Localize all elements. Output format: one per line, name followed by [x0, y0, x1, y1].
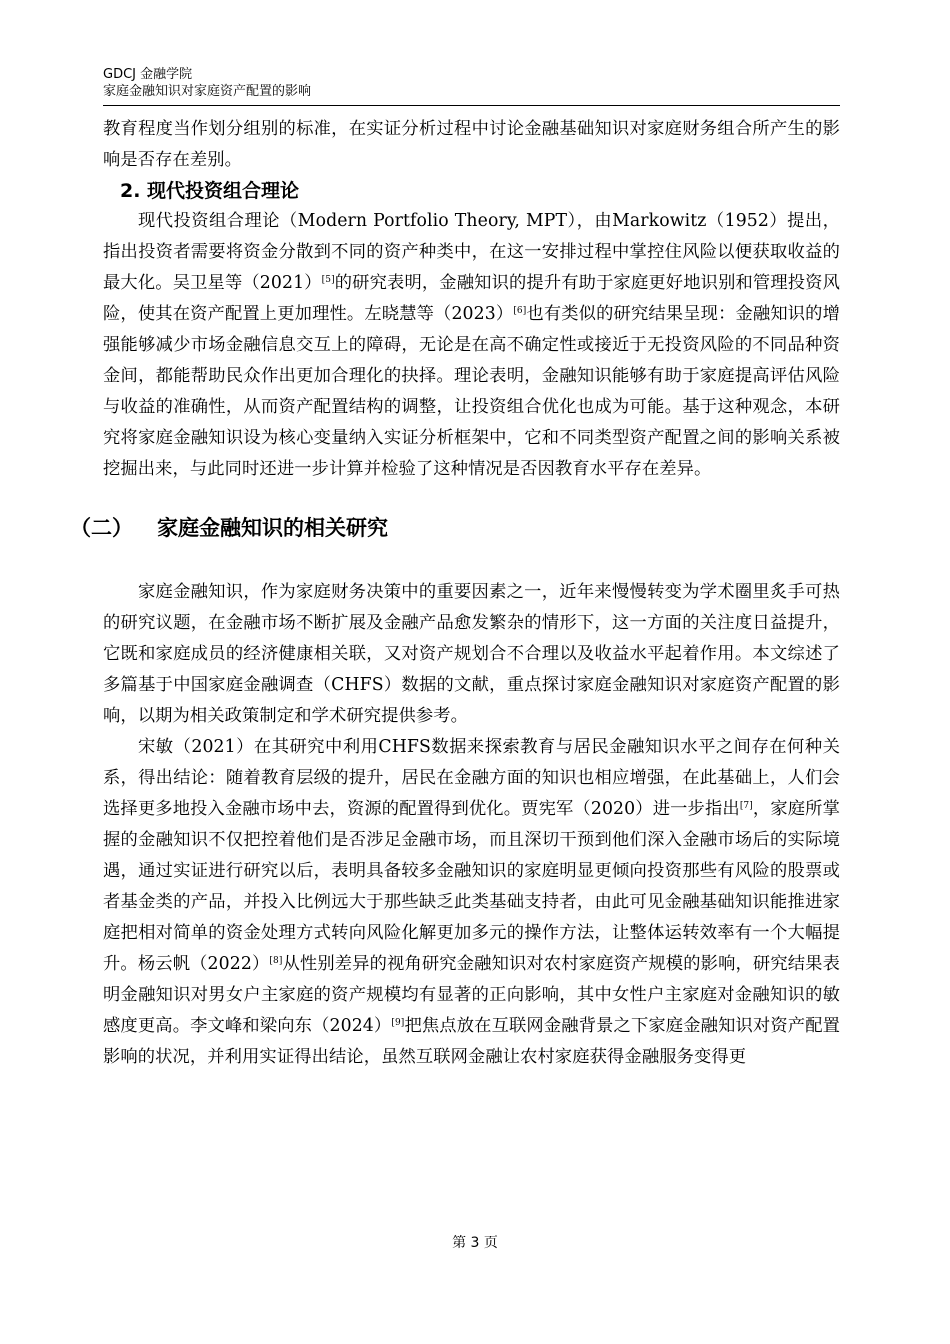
page-number: 第 3 页	[452, 1235, 498, 1251]
section-heading-mpt: 2. 现代投资组合理论	[120, 180, 300, 202]
paragraph-intro: 教育程度当作划分组别的标准，在实证分析过程中讨论金融基础知识对家庭财务组合所产生的影响是否存在差别。	[103, 119, 840, 170]
paragraph-studies	[103, 732, 840, 1073]
studies-text-2: ，家庭所掌握的金融知识不仅把控着他们是否涉足金融市场，而且深切干预到他们深入金融市场后的实际境遇，通过实证进行研究以后，表明具备较多金融知识的家庭明显更倾向投资那些有风险的股票或者基金类的产品，并投入比例远大于那些缺乏此类基础支持者，由此可见金融基础知识能推进家庭把相对简单的资金处理方式转向风险化解更加多元的操作方法，让整体运转效率有一个大幅提升。杨云帆（2022）	[103, 799, 840, 974]
citation-7: [7]	[739, 801, 753, 811]
header-institution: GDCJ 金融学院	[103, 67, 193, 82]
section-title: 家庭金融知识的相关研究	[157, 516, 388, 540]
studies-text-4: 把焦点放在互联网金融背景之下家庭金融知识对资产配置影响的状况，并利用实证得出结论，虽然互联网金融让农村家庭获得金融服务变得更	[103, 1016, 840, 1067]
header-title: 家庭金融知识对家庭资产配置的影响	[103, 84, 312, 99]
section-number: （二）	[70, 516, 133, 540]
mpt-text-3: 也有类似的研究结果呈现：金融知识的增强能够减少市场金融信息交互上的障碍，无论是在高不确定性或接近于无投资风险的不同品种资金间，都能帮助民众作出更加合理化的抉择。理论表明，金融知识能够有助于家庭提高评估风险与收益的准确性，从而资产配置结构的调整，让投资组合优化也成为可能。基于这种观念，本研究将家庭金融知识设为核心变量纳入实证分析框架中，它和不同类型资产配置之间的影响关系被挖掘出来，与此同时还进一步计算并检验了这种情况是否因教育水平存在差异。	[103, 304, 840, 479]
citation-8: [8]	[269, 956, 283, 966]
paragraph-literature: 家庭金融知识，作为家庭财务决策中的重要因素之一，近年来慢慢转变为学术圈里炙手可热的研究议题，在金融市场不断扩展及金融产品愈发繁杂的情形下，这一方面的关注度日益提升，它既和家庭成员的经济健康相关联，又对资产规划合不合理以及收益水平起着作用。本文综述了多篇基于中国家庭金融调查（CHFS）数据的文献，重点探讨家庭金融知识对家庭资产配置的影响，以期为相关政策制定和学术研究提供参考。	[103, 582, 840, 726]
page-body	[70, 114, 840, 1073]
paragraph-mpt	[103, 206, 840, 485]
studies-text-3: 从性别差异的视角研究金融知识对农村家庭资产规模的影响，研究结果表明金融知识对男女户主家庭的资产规模均有显著的正向影响，其中女性户主家庭对金融知识的敏感度更高。李文峰和梁向东（2024）	[103, 954, 840, 1036]
citation-6: [6]	[513, 306, 527, 316]
page-header	[103, 66, 840, 106]
mpt-text-2: 的研究表明，金融知识的提升有助于家庭更好地识别和管理投资风险，使其在资产配置上更加理性。左晓慧等（2023）	[103, 273, 840, 324]
section-heading-literature	[70, 513, 840, 543]
citation-5: [5]	[321, 275, 335, 285]
citation-9: [9]	[391, 1018, 405, 1028]
mpt-text-1: 现代投资组合理论（Modern Portfolio Theory, MPT），由Markowitz（1952）提出，指出投资者需要将资金分散到不同的资产种类中，在这一安排过程中掌控住风险以便获取收益的最大化。吴卫星等（2021）	[103, 211, 840, 293]
studies-text-1: 宋敏（2021）在其研究中利用CHFS数据来探索教育与居民金融知识水平之间存在何种关系，得出结论：随着教育层级的提升，居民在金融方面的知识也相应增强，在此基础上，人们会选择更多地投入金融市场中去，资源的配置得到优化。贾宪军（2020）进一步指出	[103, 737, 840, 819]
